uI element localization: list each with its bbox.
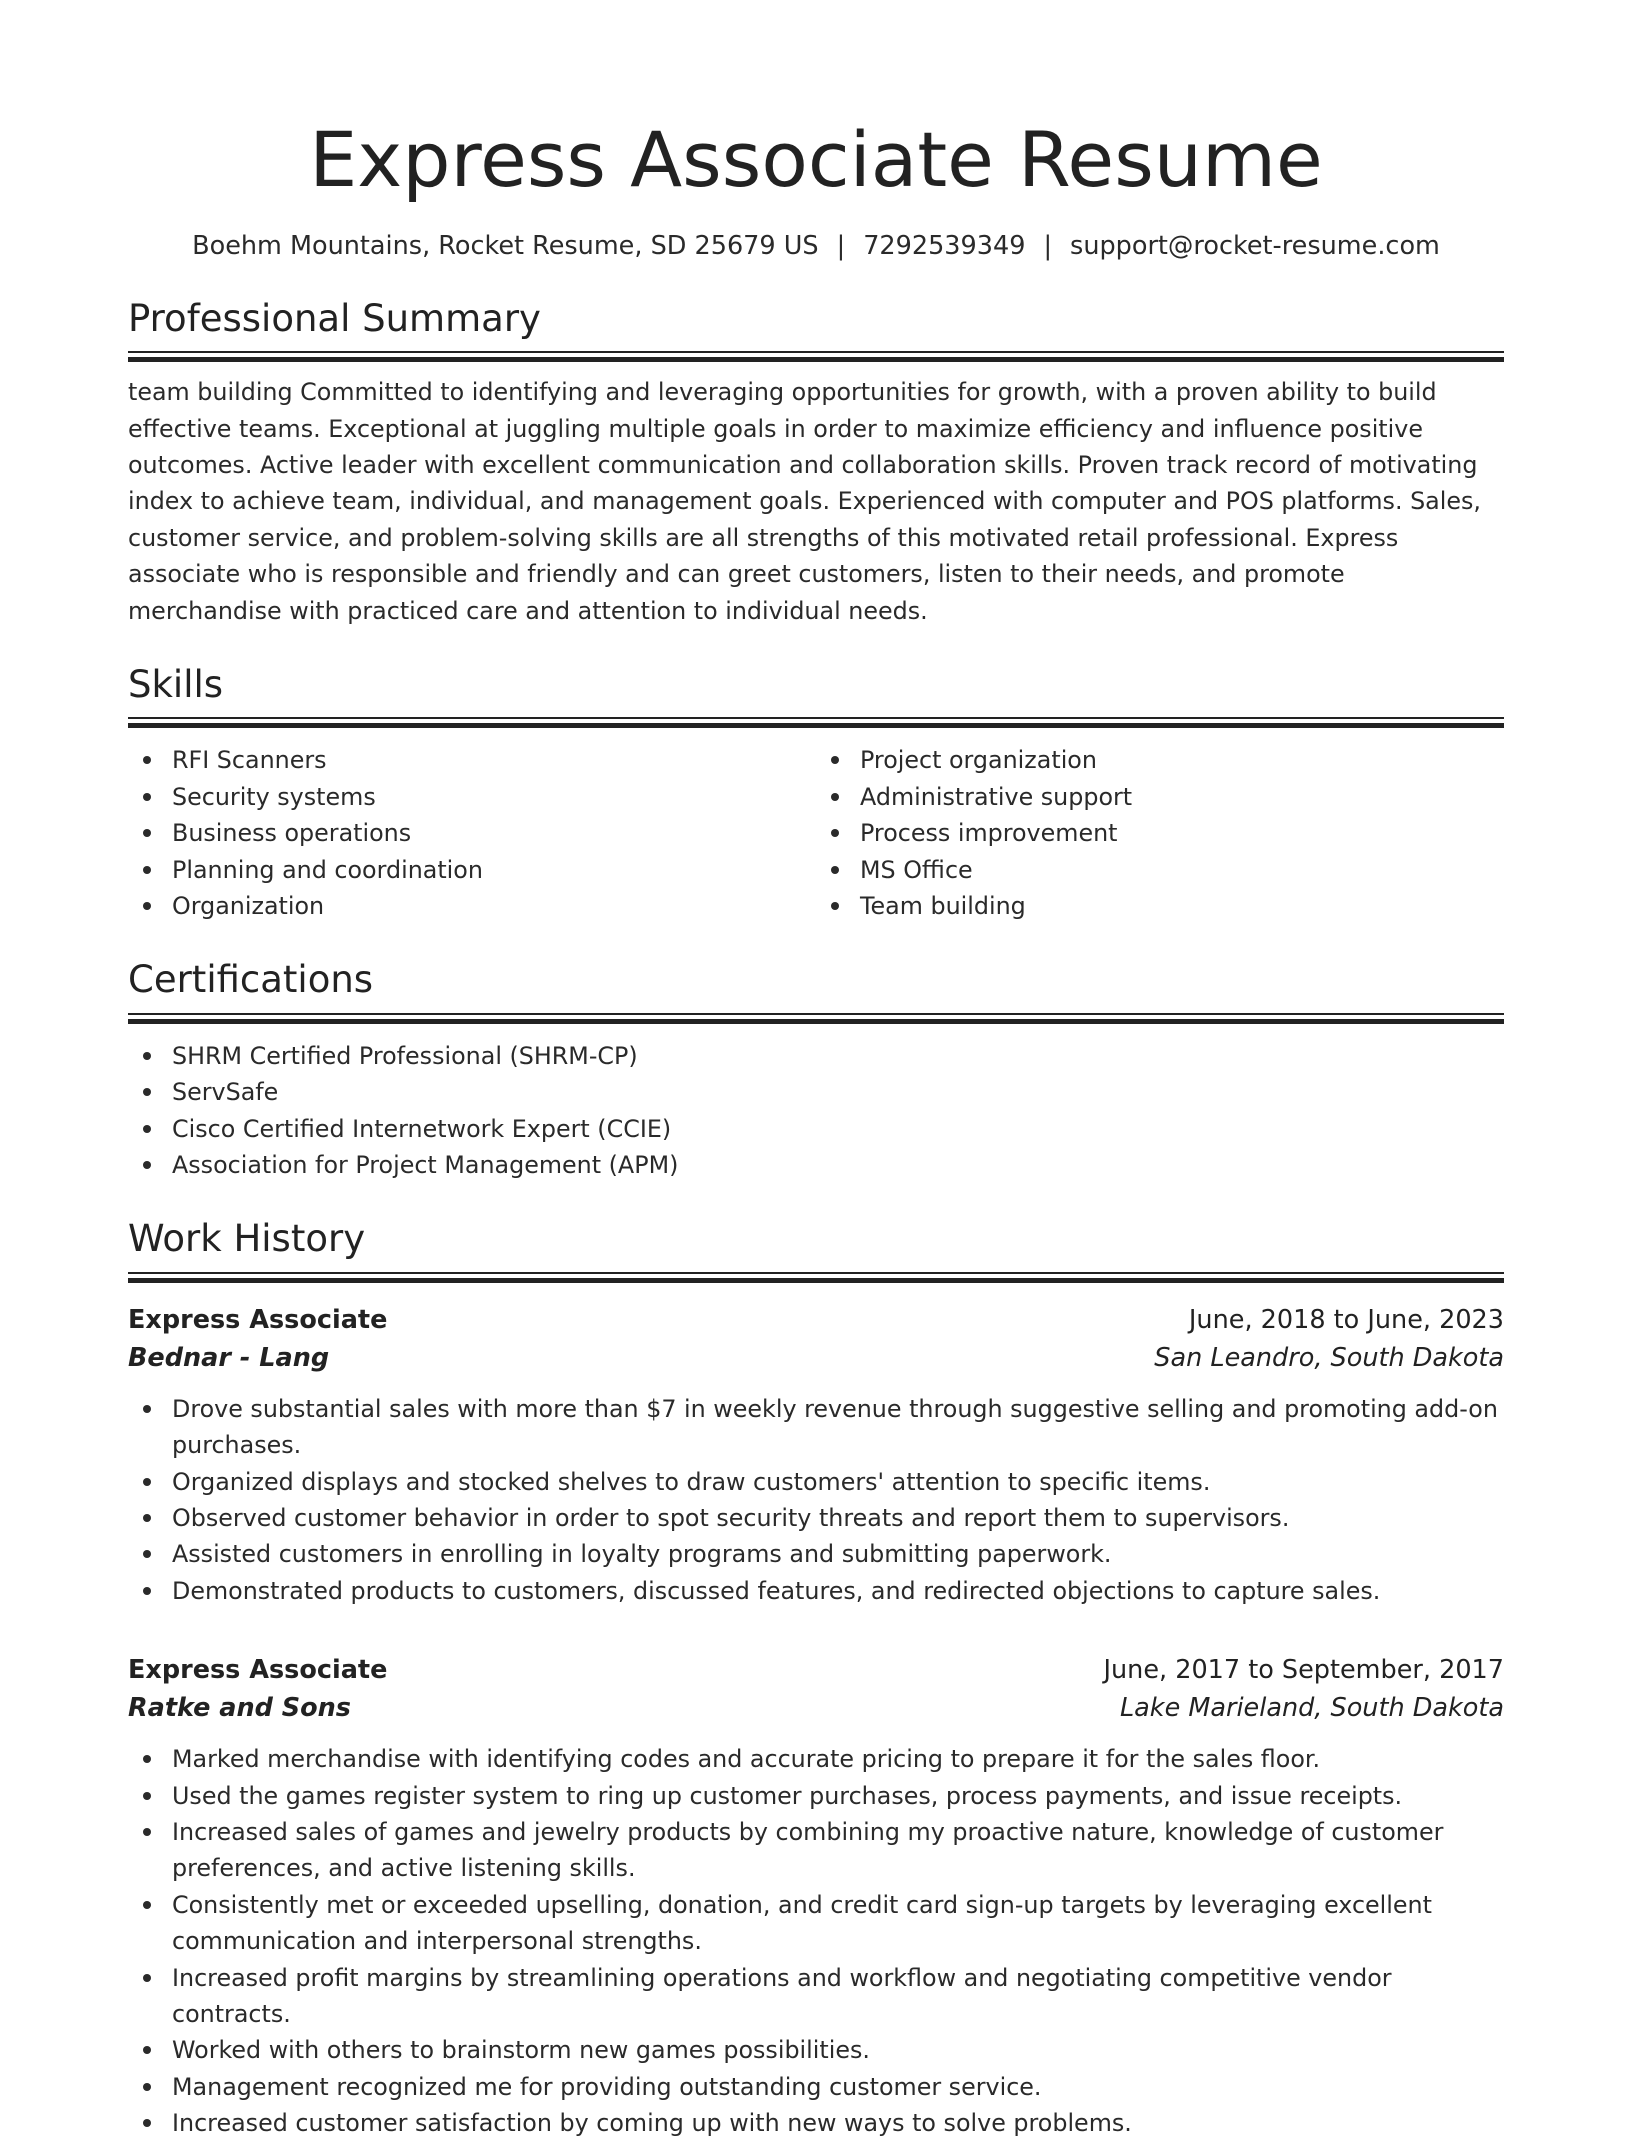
- job-duty-item: Used the games register system to ring up customer purchases, process payments, and issue receipts.: [128, 1778, 1504, 1814]
- resume-header: [128, 0, 1504, 263]
- skill-item: RFI Scanners: [128, 742, 816, 778]
- job-entry: [128, 1301, 1504, 1609]
- section-title-skills: Skills: [128, 662, 224, 706]
- job-location: San Leandro, South Dakota: [1154, 1342, 1504, 1373]
- resume-title: Express Associate Resume: [309, 115, 1323, 204]
- skills-section: [128, 655, 1504, 924]
- job-duty-item: Increased customer satisfaction by coming up with new ways to solve problems.: [128, 2105, 1504, 2141]
- job-title: Express Associate: [128, 1304, 388, 1335]
- job-company: Ratke and Sons: [128, 1693, 351, 1724]
- job-duty-item: Consistently met or exceeded upselling, donation, and credit card sign-up targets by leveraging excellent communication and interpersonal strengths.: [128, 1887, 1504, 1960]
- certifications-section: [128, 950, 1504, 1183]
- job-duty-item: Increased profit margins by streamlining operations and workflow and negotiating competitive vendor contracts.: [128, 1960, 1504, 2033]
- section-title-work-history: Work History: [128, 1217, 366, 1261]
- contact-email: support@rocket-resume.com: [1070, 230, 1440, 261]
- section-title-summary: Professional Summary: [128, 296, 541, 340]
- contact-line: [128, 230, 1504, 263]
- skills-list-right: [816, 742, 1504, 924]
- job-entry: [128, 1651, 1504, 2141]
- work-history-section: [128, 1209, 1504, 2141]
- summary-text: team building Committed to identifying and leveraging opportunities for growth, with a proven ability to build effective teams. Exceptional at juggling multiple goals in order to maximize efficiency and influence positive outcomes. Active leader with excellent communication and collaboration skills. Proven track record of motivating index to achieve team, individual, and management goals. Experienced with computer and POS platforms. Sales, customer service, and problem-solving skills are all strengths of this motivated retail professional. Express associate who is responsible and friendly and can greet customers, listen to their needs, and promote merchandise with practiced care and attention to individual needs.: [128, 378, 1481, 625]
- certification-item: Association for Project Management (APM): [128, 1147, 1504, 1183]
- section-divider: [128, 717, 1504, 728]
- skill-item: Process improvement: [816, 815, 1504, 851]
- job-duty-item: Demonstrated products to customers, discussed features, and redirected objections to capture sales.: [128, 1573, 1504, 1609]
- certification-item: ServSafe: [128, 1074, 1504, 1110]
- skill-item: Organization: [128, 888, 816, 924]
- job-duty-item: Marked merchandise with identifying codes and accurate pricing to prepare it for the sales floor.: [128, 1741, 1504, 1777]
- job-duty-item: Observed customer behavior in order to spot security threats and report them to supervisors.: [128, 1500, 1504, 1536]
- skill-item: Planning and coordination: [128, 852, 816, 888]
- job-title: Express Associate: [128, 1655, 388, 1686]
- contact-phone: 7292539349: [863, 230, 1026, 261]
- section-divider: [128, 1272, 1504, 1283]
- job-duties-list: [128, 1391, 1504, 1609]
- job-duty-item: Management recognized me for providing outstanding customer service.: [128, 2069, 1504, 2105]
- job-header-row: [128, 1651, 1504, 1689]
- job-duty-item: Assisted customers in enrolling in loyalty programs and submitting paperwork.: [128, 1536, 1504, 1572]
- job-header-row: [128, 1301, 1504, 1339]
- skills-columns: [128, 728, 1504, 924]
- contact-separator: |: [1043, 230, 1053, 261]
- skill-item: Security systems: [128, 779, 816, 815]
- job-company: Bednar - Lang: [128, 1342, 330, 1373]
- job-company-row: [128, 1339, 1504, 1377]
- skill-item: Administrative support: [816, 779, 1504, 815]
- job-location: Lake Marieland, South Dakota: [1119, 1693, 1504, 1724]
- contact-address: Boehm Mountains, Rocket Resume, SD 25679 US: [192, 230, 819, 261]
- contact-separator: |: [836, 230, 846, 261]
- job-duty-item: Worked with others to brainstorm new games possibilities.: [128, 2032, 1504, 2068]
- certification-item: SHRM Certified Professional (SHRM-CP): [128, 1038, 1504, 1074]
- summary-section: [128, 289, 1504, 629]
- skill-item: Team building: [816, 888, 1504, 924]
- job-duties-list: [128, 1741, 1504, 2141]
- skill-item: MS Office: [816, 852, 1504, 888]
- skills-list-left: [128, 742, 816, 924]
- certification-item: Cisco Certified Internetwork Expert (CCIE): [128, 1111, 1504, 1147]
- skill-item: Business operations: [128, 815, 816, 851]
- skill-item: Project organization: [816, 742, 1504, 778]
- job-duty-item: Organized displays and stocked shelves to draw customers' attention to specific items.: [128, 1464, 1504, 1500]
- job-dates: June, 2018 to June, 2023: [1188, 1304, 1504, 1335]
- section-divider: [128, 1013, 1504, 1024]
- job-company-row: [128, 1689, 1504, 1727]
- job-duty-item: Drove substantial sales with more than $7 in weekly revenue through suggestive selling and promoting add-on purchases.: [128, 1391, 1504, 1464]
- certifications-list: [128, 1038, 1504, 1184]
- job-duty-item: Increased sales of games and jewelry products by combining my proactive nature, knowledge of customer preferences, and active listening skills.: [128, 1814, 1504, 1887]
- section-title-certifications: Certifications: [128, 958, 374, 1002]
- section-divider: [128, 351, 1504, 362]
- job-dates: June, 2017 to September, 2017: [1103, 1655, 1504, 1686]
